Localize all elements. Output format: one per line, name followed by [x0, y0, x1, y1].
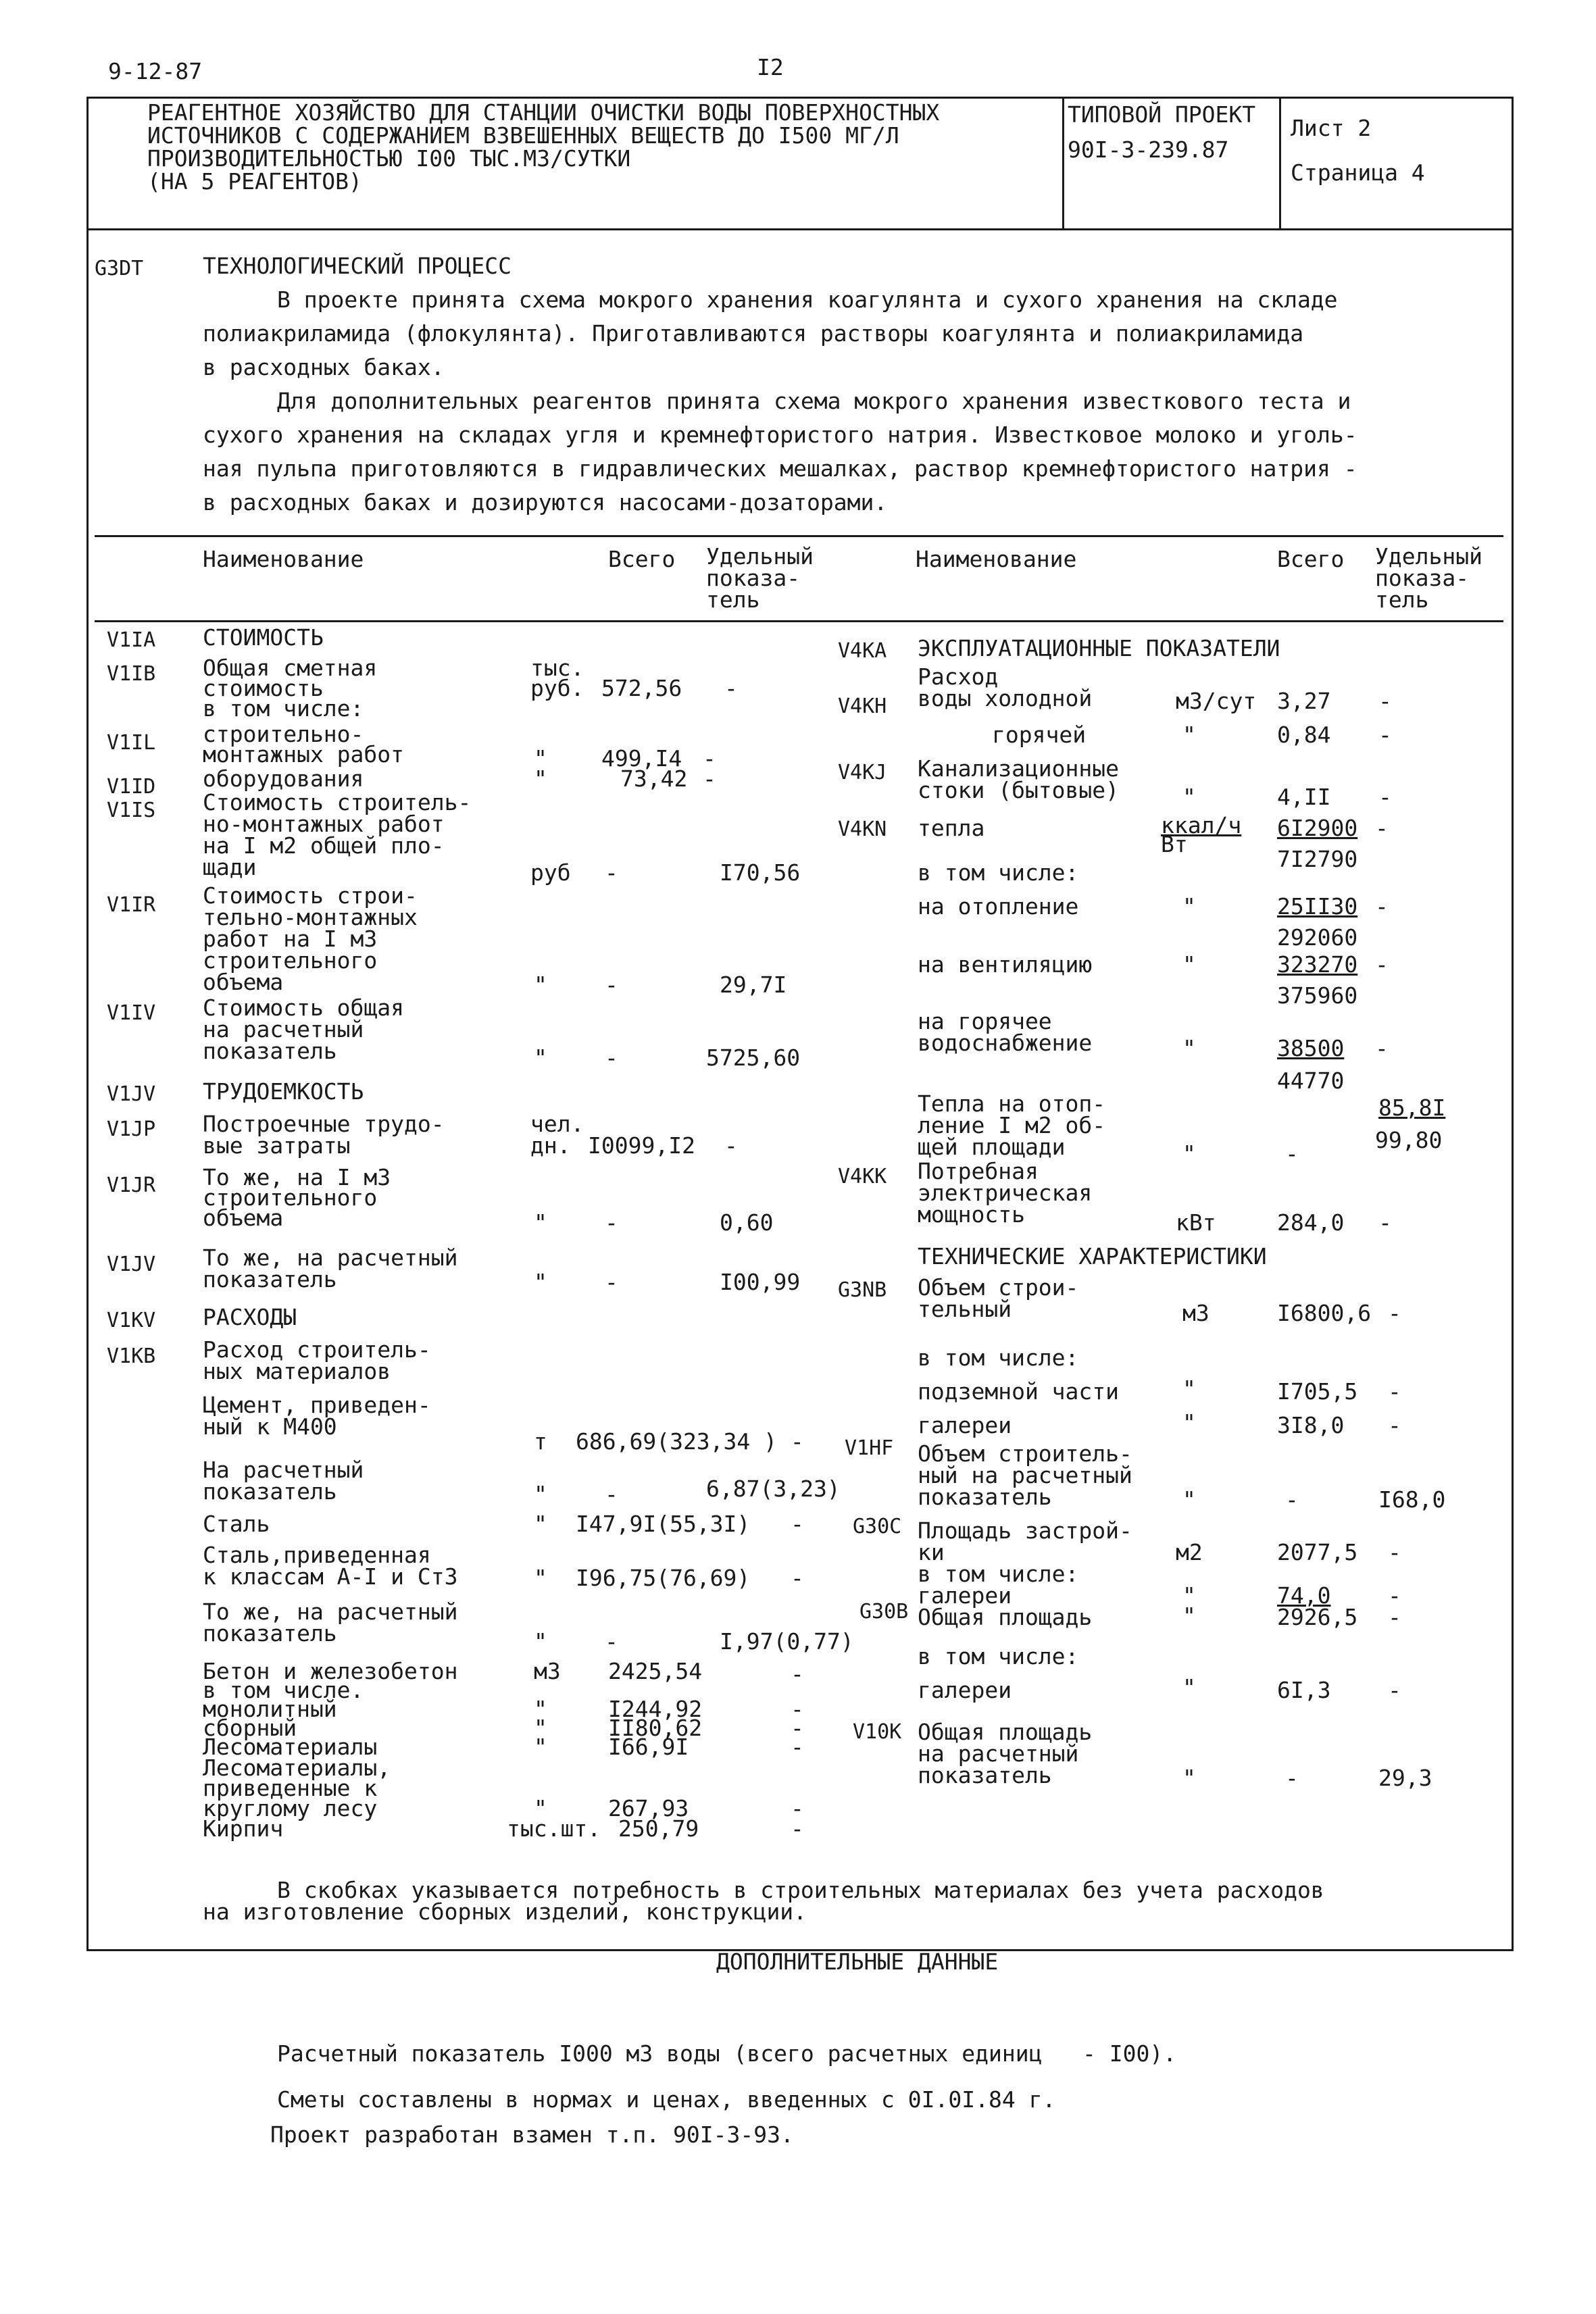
- row-total: II80,62: [608, 1715, 703, 1741]
- row-total: I705,5: [1277, 1378, 1358, 1405]
- row-unit: ": [534, 745, 547, 772]
- row-unit: ": [534, 1696, 547, 1722]
- row-code: V1IA: [107, 628, 156, 652]
- row-name: Стоимость строитель-: [203, 789, 472, 815]
- row-total: I47,9I(55,3I): [576, 1511, 751, 1537]
- row-name: Лесоматериалы: [203, 1734, 378, 1760]
- row-name: стоки (бытовые): [918, 777, 1120, 803]
- row-name: щей площади: [918, 1134, 1066, 1160]
- row-name: Объем строи-: [918, 1274, 1079, 1301]
- row-name: Сталь: [203, 1511, 270, 1537]
- row-name: строительного: [203, 947, 378, 974]
- row-code: V4KH: [838, 695, 887, 718]
- row-total: 3I8,0: [1277, 1412, 1345, 1438]
- title-line: ИСТОЧНИКОВ С СОДЕРЖАНИЕМ ВЗВЕШЕННЫХ ВЕЩЕСТВ ДО I500 МГ/Л: [147, 122, 899, 149]
- row-unit: ": [534, 1565, 547, 1591]
- row-name: показатель: [918, 1484, 1052, 1510]
- row-name: объема: [203, 969, 284, 995]
- row-spec: -: [1388, 1300, 1401, 1326]
- row-code: G30B: [859, 1600, 909, 1624]
- row-code: V1JV: [107, 1082, 156, 1106]
- row-spec: -: [1375, 951, 1389, 978]
- row-name: оборудования: [203, 765, 364, 792]
- header-name-right: Наименование: [916, 546, 1077, 572]
- row-total: 686,69(323,34 ) -: [576, 1428, 804, 1455]
- row-unit: ": [534, 1795, 547, 1821]
- row-spec: -: [791, 1661, 804, 1687]
- row-total: 499,I4: [601, 745, 682, 772]
- row-unit: ": [1182, 951, 1196, 978]
- row-name: галереи: [918, 1412, 1012, 1438]
- row-name: к классам А-I и Ст3: [203, 1563, 458, 1590]
- row-unit: ": [534, 1045, 547, 1071]
- row-unit: ": [1182, 1409, 1196, 1436]
- row-total: -: [605, 859, 618, 886]
- row-name: То же, на I м3: [203, 1164, 391, 1190]
- row-total: 284,0: [1277, 1209, 1345, 1236]
- row-unit: м3: [1182, 1300, 1210, 1326]
- title-block-separator-2: [1279, 97, 1281, 228]
- row-code: V1ID: [107, 775, 156, 799]
- row-spec: -: [791, 1795, 804, 1821]
- section-expenses: РАСХОДЫ: [203, 1304, 297, 1330]
- row-name: строительного: [203, 1184, 378, 1211]
- row-name: ление I м2 об-: [918, 1112, 1106, 1138]
- title-line: ПРОИЗВОДИТЕЛЬНОСТЬЮ I00 ТЫС.М3/СУТКИ: [147, 145, 631, 172]
- row-unit: дн.: [530, 1132, 571, 1159]
- process-text-line: В проекте принята схема мокрого хранения коагулянта и сухого хранения на складе: [277, 286, 1338, 313]
- row-total: 73,42: [620, 765, 688, 792]
- row-unit: ккал/ч: [1161, 812, 1242, 838]
- row-unit: тыс.шт.: [507, 1815, 601, 1842]
- row-name: Канализационные: [918, 755, 1120, 782]
- row-name: показатель: [203, 1478, 337, 1505]
- process-code: G3DT: [95, 257, 144, 280]
- row-code: V4KN: [838, 818, 887, 841]
- title-line: РЕАГЕНТНОЕ ХОЗЯЙСТВО ДЛЯ СТАНЦИИ ОЧИСТКИ ВОДЫ ПОВЕРХНОСТНЫХ: [147, 99, 940, 126]
- row-spec: I68,0: [1378, 1486, 1446, 1513]
- row-name: Общая площадь: [918, 1604, 1093, 1630]
- row-name: показатель: [203, 1038, 337, 1064]
- header-total-right: Всего: [1277, 546, 1345, 572]
- header-specific-left: тель: [706, 586, 760, 613]
- row-unit: ": [534, 1715, 547, 1741]
- title-block-separator-1: [1062, 97, 1064, 228]
- row-name: тельный: [918, 1296, 1012, 1322]
- row-name: Тепла на отоп-: [918, 1090, 1106, 1117]
- row-total: -: [605, 1209, 618, 1236]
- row-spec: -: [1388, 1582, 1401, 1609]
- row-name: воды холодной: [918, 685, 1093, 711]
- row-unit: ": [534, 1269, 547, 1295]
- row-unit: м3/сут: [1176, 688, 1257, 714]
- row-name: стоимость: [203, 675, 324, 701]
- row-total: 375960: [1277, 982, 1358, 1009]
- row-spec: -: [791, 1734, 804, 1760]
- project-label: ТИПОВОЙ ПРОЕКТ: [1068, 101, 1256, 128]
- row-total: 6I2900: [1277, 815, 1358, 841]
- row-unit: ": [1182, 1674, 1196, 1701]
- row-name: круглому лесу: [203, 1795, 378, 1821]
- process-text-line: сухого хранения на складах угля и кремнефтористого натрия. Известковое молоко и уголь-: [203, 422, 1357, 448]
- process-title: ТЕХНОЛОГИЧЕСКИЙ ПРОЦЕСС: [203, 253, 512, 279]
- section-cost: СТОИМОСТЬ: [203, 624, 324, 651]
- row-spec: -: [724, 675, 738, 701]
- additional-line: Сметы составлены в нормах и ценах, введенных с 0I.0I.84 г.: [277, 2086, 1056, 2113]
- row-name: То же, на расчетный: [203, 1244, 458, 1271]
- row-unit: ": [534, 1481, 547, 1507]
- row-name: работ на I м3: [203, 926, 378, 952]
- row-total: 250,79: [618, 1815, 699, 1842]
- row-name: в том числе:: [918, 859, 1079, 886]
- row-spec: -: [1375, 815, 1389, 841]
- row-name: Кирпич: [203, 1815, 284, 1842]
- row-spec: -: [724, 1132, 738, 1159]
- row-name: Сталь,приведенная: [203, 1542, 431, 1568]
- row-spec: -: [1378, 784, 1392, 810]
- row-name: подземной части: [918, 1378, 1120, 1405]
- row-unit: ": [534, 1209, 547, 1236]
- row-spec: I70,56: [720, 859, 801, 886]
- row-spec: -: [703, 765, 716, 792]
- footnote-line: на изготовление сборных изделий, конструкции.: [203, 1898, 807, 1925]
- row-name: Построечные трудо-: [203, 1111, 445, 1137]
- row-total: 74,0: [1277, 1582, 1331, 1609]
- row-name: галереи: [918, 1582, 1012, 1609]
- section-operational: ЭКСПЛУАТАЦИОННЫЕ ПОКАЗАТЕЛИ: [918, 635, 1280, 661]
- row-name: щади: [203, 854, 257, 880]
- row-name: монтажных работ: [203, 741, 405, 768]
- row-total: -: [605, 1269, 618, 1295]
- row-code: V4KJ: [838, 761, 887, 784]
- row-unit: ": [1182, 784, 1196, 810]
- row-total: 4,II: [1277, 784, 1331, 810]
- row-total: 7I2790: [1277, 846, 1358, 872]
- row-name: объема: [203, 1205, 284, 1231]
- row-name: на расчетный: [918, 1740, 1079, 1767]
- row-spec: -: [791, 1696, 804, 1722]
- row-unit: ": [1182, 1486, 1196, 1513]
- process-text-line: в расходных баках.: [203, 354, 445, 380]
- row-unit: ": [534, 1628, 547, 1655]
- title-block-divider: [86, 228, 1514, 230]
- row-total: I66,9I: [608, 1734, 689, 1760]
- row-spec: 5725,60: [706, 1045, 801, 1071]
- process-text-line: ная пульпа приготовляются в гидравлических мешалках, раствор кремнефтористого натрия -: [203, 455, 1357, 482]
- row-total: 2926,5: [1277, 1604, 1358, 1630]
- row-unit: ": [534, 1511, 547, 1537]
- row-name: в том числе:: [203, 695, 364, 722]
- header-total-left: Всего: [608, 546, 676, 572]
- row-name: Расход строитель-: [203, 1336, 431, 1363]
- row-code: V1IS: [107, 799, 156, 822]
- row-code: V1IR: [107, 893, 156, 917]
- row-total: -: [1285, 1765, 1299, 1791]
- row-name: на вентиляцию: [918, 951, 1093, 978]
- row-spec: -: [791, 1815, 804, 1842]
- footnote-line: В скобках указывается потребность в строительных материалах без учета расходов: [277, 1877, 1324, 1903]
- row-total: -: [1285, 1140, 1299, 1167]
- row-spec: -: [1388, 1677, 1401, 1703]
- row-unit: ": [1182, 1376, 1196, 1402]
- row-unit: кВт: [1176, 1209, 1216, 1236]
- row-unit: тыс.: [530, 655, 584, 681]
- row-spec: -: [1388, 1604, 1401, 1630]
- row-name: электрическая: [918, 1180, 1093, 1206]
- row-code: V1IV: [107, 1001, 156, 1025]
- row-code: V1JP: [107, 1117, 156, 1141]
- row-name: Площадь застрой-: [918, 1517, 1132, 1544]
- row-unit: ": [534, 1734, 547, 1760]
- row-name: в том числе:: [918, 1344, 1079, 1371]
- row-name: Общая площадь: [918, 1719, 1093, 1745]
- row-name: но-монтажных работ: [203, 811, 445, 837]
- row-unit: ": [1182, 722, 1196, 748]
- row-code: G30C: [853, 1515, 902, 1538]
- row-name: То же, на расчетный: [203, 1599, 458, 1625]
- row-code: V1KB: [107, 1344, 156, 1368]
- row-spec: -: [1378, 722, 1392, 748]
- row-spec: I00,99: [720, 1269, 801, 1295]
- row-total: I0099,I2: [588, 1132, 695, 1159]
- row-name: ки: [918, 1539, 945, 1565]
- row-spec: -: [1378, 688, 1392, 714]
- row-name: в том числе:: [918, 1561, 1079, 1587]
- row-total: 292060: [1277, 924, 1358, 951]
- row-spec: 6,87(3,23): [706, 1476, 841, 1502]
- header-specific-right: тель: [1375, 586, 1429, 613]
- row-name: галереи: [918, 1677, 1012, 1703]
- row-spec: -: [703, 745, 716, 772]
- row-name: в том числе.: [203, 1677, 364, 1703]
- row-name: на отопление: [918, 893, 1079, 920]
- row-code: V4KK: [838, 1165, 887, 1188]
- row-spec: -: [1388, 1412, 1401, 1438]
- header-specific-left: показа-: [706, 565, 801, 591]
- row-spec: -: [1388, 1539, 1401, 1565]
- row-name: показатель: [918, 1762, 1052, 1788]
- header-specific-right: Удельный: [1375, 543, 1482, 570]
- row-unit: ": [534, 765, 547, 792]
- row-name: на I м2 общей пло-: [203, 832, 445, 859]
- row-spec: 0,60: [720, 1209, 774, 1236]
- row-total: 25II30: [1277, 893, 1358, 920]
- row-name: вые затраты: [203, 1132, 351, 1159]
- row-name: Лесоматериалы,: [203, 1755, 391, 1781]
- row-unit: ": [1182, 1765, 1196, 1791]
- row-name: тепла: [918, 815, 985, 841]
- process-text-line: Для дополнительных реагентов принята схема мокрого хранения известкового теста и: [277, 388, 1351, 414]
- row-spec: -: [1388, 1378, 1401, 1405]
- row-name: Расход: [918, 663, 999, 690]
- row-name: мощность: [918, 1201, 1025, 1228]
- row-name: Стоимость строи-: [203, 882, 418, 909]
- header-specific-left: Удельный: [706, 543, 814, 570]
- row-name: показатель: [203, 1620, 337, 1646]
- row-code: V10K: [853, 1720, 902, 1744]
- row-spec: 29,7I: [720, 972, 787, 998]
- row-total: I96,75(76,69): [576, 1565, 751, 1591]
- page-label: Страница 4: [1291, 159, 1425, 186]
- row-total: 267,93: [608, 1795, 689, 1821]
- row-code: G3NB: [838, 1278, 887, 1302]
- row-unit: ": [534, 972, 547, 998]
- row-total: -: [605, 1045, 618, 1071]
- row-name: Общая сметная: [203, 655, 378, 681]
- row-name: Бетон и железобетон: [203, 1658, 458, 1684]
- row-code: V1IB: [107, 662, 156, 686]
- row-spec: -: [1378, 1209, 1392, 1236]
- row-total: 44770: [1277, 1067, 1345, 1094]
- row-total: 0,84: [1277, 722, 1331, 748]
- row-name: на горячее: [918, 1008, 1052, 1034]
- row-unit: м3: [534, 1658, 561, 1684]
- row-total: -: [605, 1628, 618, 1655]
- row-name: ный на расчетный: [918, 1462, 1132, 1488]
- row-name: Объем строитель-: [918, 1440, 1132, 1467]
- row-total: 323270: [1277, 951, 1358, 978]
- row-total: -: [605, 972, 618, 998]
- row-name: в том числе:: [918, 1643, 1079, 1669]
- row-code: V1KV: [107, 1309, 156, 1332]
- row-spec: 99,80: [1375, 1127, 1443, 1153]
- row-unit: руб: [530, 859, 571, 886]
- row-name: ный к М400: [203, 1413, 337, 1440]
- section-technical: ТЕХНИЧЕСКИЕ ХАРАКТЕРИСТИКИ: [918, 1243, 1267, 1269]
- row-name: сборный: [203, 1715, 297, 1741]
- row-unit: ": [1182, 1140, 1196, 1167]
- row-total: 2425,54: [608, 1658, 703, 1684]
- additional-line: Проект разработан взамен т.п. 90I-3-93.: [270, 2121, 794, 2148]
- additional-line: Расчетный показатель I000 м3 воды (всего расчетных единиц - I00).: [277, 2040, 1177, 2067]
- row-total: I244,92: [608, 1696, 703, 1722]
- row-spec: -: [791, 1565, 804, 1591]
- row-total: 3,27: [1277, 688, 1331, 714]
- additional-title: ДОПОЛНИТЕЛЬНЫЕ ДАННЫЕ: [716, 1948, 999, 1975]
- row-total: -: [1285, 1486, 1299, 1513]
- row-spec: -: [791, 1511, 804, 1537]
- process-text-line: полиакриламида (флокулянта). Приготавливаются растворы коагулянта и полиакриламида: [203, 320, 1304, 347]
- row-name: тельно-монтажных: [203, 904, 418, 930]
- header-specific-right: показа-: [1375, 565, 1470, 591]
- page-number: I2: [757, 54, 784, 80]
- row-spec: 85,8I: [1378, 1095, 1446, 1121]
- row-unit: чел.: [530, 1111, 584, 1137]
- document-date: 9-12-87: [108, 58, 203, 84]
- row-unit: Вт: [1161, 831, 1188, 857]
- row-unit: ": [1182, 1582, 1196, 1609]
- row-name: Стоимость общая: [203, 995, 405, 1021]
- row-unit: ": [1182, 893, 1196, 920]
- row-name: На расчетный: [203, 1457, 364, 1483]
- project-number: 90I-3-239.87: [1068, 136, 1229, 163]
- row-code: V1IL: [107, 731, 156, 755]
- row-total: I6800,6: [1277, 1300, 1372, 1326]
- header-name-left: Наименование: [203, 546, 364, 572]
- row-code: V4KA: [838, 639, 887, 663]
- row-name: водоснабжение: [918, 1030, 1093, 1056]
- row-total: 6I,3: [1277, 1677, 1331, 1703]
- title-line: (НА 5 РЕАГЕНТОВ): [147, 168, 362, 195]
- row-name: монолитный: [203, 1696, 337, 1722]
- process-text-line: в расходных баках и дозируются насосами-дозаторами.: [203, 489, 888, 515]
- row-unit: руб.: [530, 675, 584, 701]
- row-total: 38500: [1277, 1035, 1345, 1061]
- row-spec: I,97(0,77): [720, 1628, 854, 1655]
- row-name: показатель: [203, 1266, 337, 1292]
- row-name: на расчетный: [203, 1016, 364, 1042]
- row-name: ных материалов: [203, 1358, 391, 1384]
- row-unit: т: [534, 1428, 547, 1455]
- row-unit: ": [1182, 1603, 1196, 1629]
- row-name: строительно-: [203, 721, 364, 747]
- row-name: Потребная: [918, 1158, 1039, 1184]
- row-spec: 29,3: [1378, 1765, 1432, 1791]
- row-total: -: [605, 1481, 618, 1507]
- section-labor: ТРУДОЕМКОСТЬ: [203, 1078, 364, 1105]
- row-total: 572,56: [601, 675, 682, 701]
- row-code: V1JV: [107, 1253, 156, 1276]
- row-code: V1JR: [107, 1174, 156, 1197]
- sheet-label: Лист 2: [1291, 115, 1372, 141]
- row-spec: -: [791, 1715, 804, 1741]
- row-name: горячей: [992, 722, 1087, 748]
- row-code: V1HF: [845, 1436, 894, 1460]
- row-unit: м2: [1176, 1539, 1203, 1565]
- row-name: приведенные к: [203, 1775, 378, 1801]
- row-total: 2077,5: [1277, 1539, 1358, 1565]
- row-name: Цемент, приведен-: [203, 1392, 431, 1418]
- row-spec: -: [1375, 1035, 1389, 1061]
- row-unit: ": [1182, 1035, 1196, 1061]
- table-header-rule: [95, 620, 1503, 622]
- row-spec: -: [1375, 893, 1389, 920]
- table-top-rule: [95, 535, 1503, 537]
